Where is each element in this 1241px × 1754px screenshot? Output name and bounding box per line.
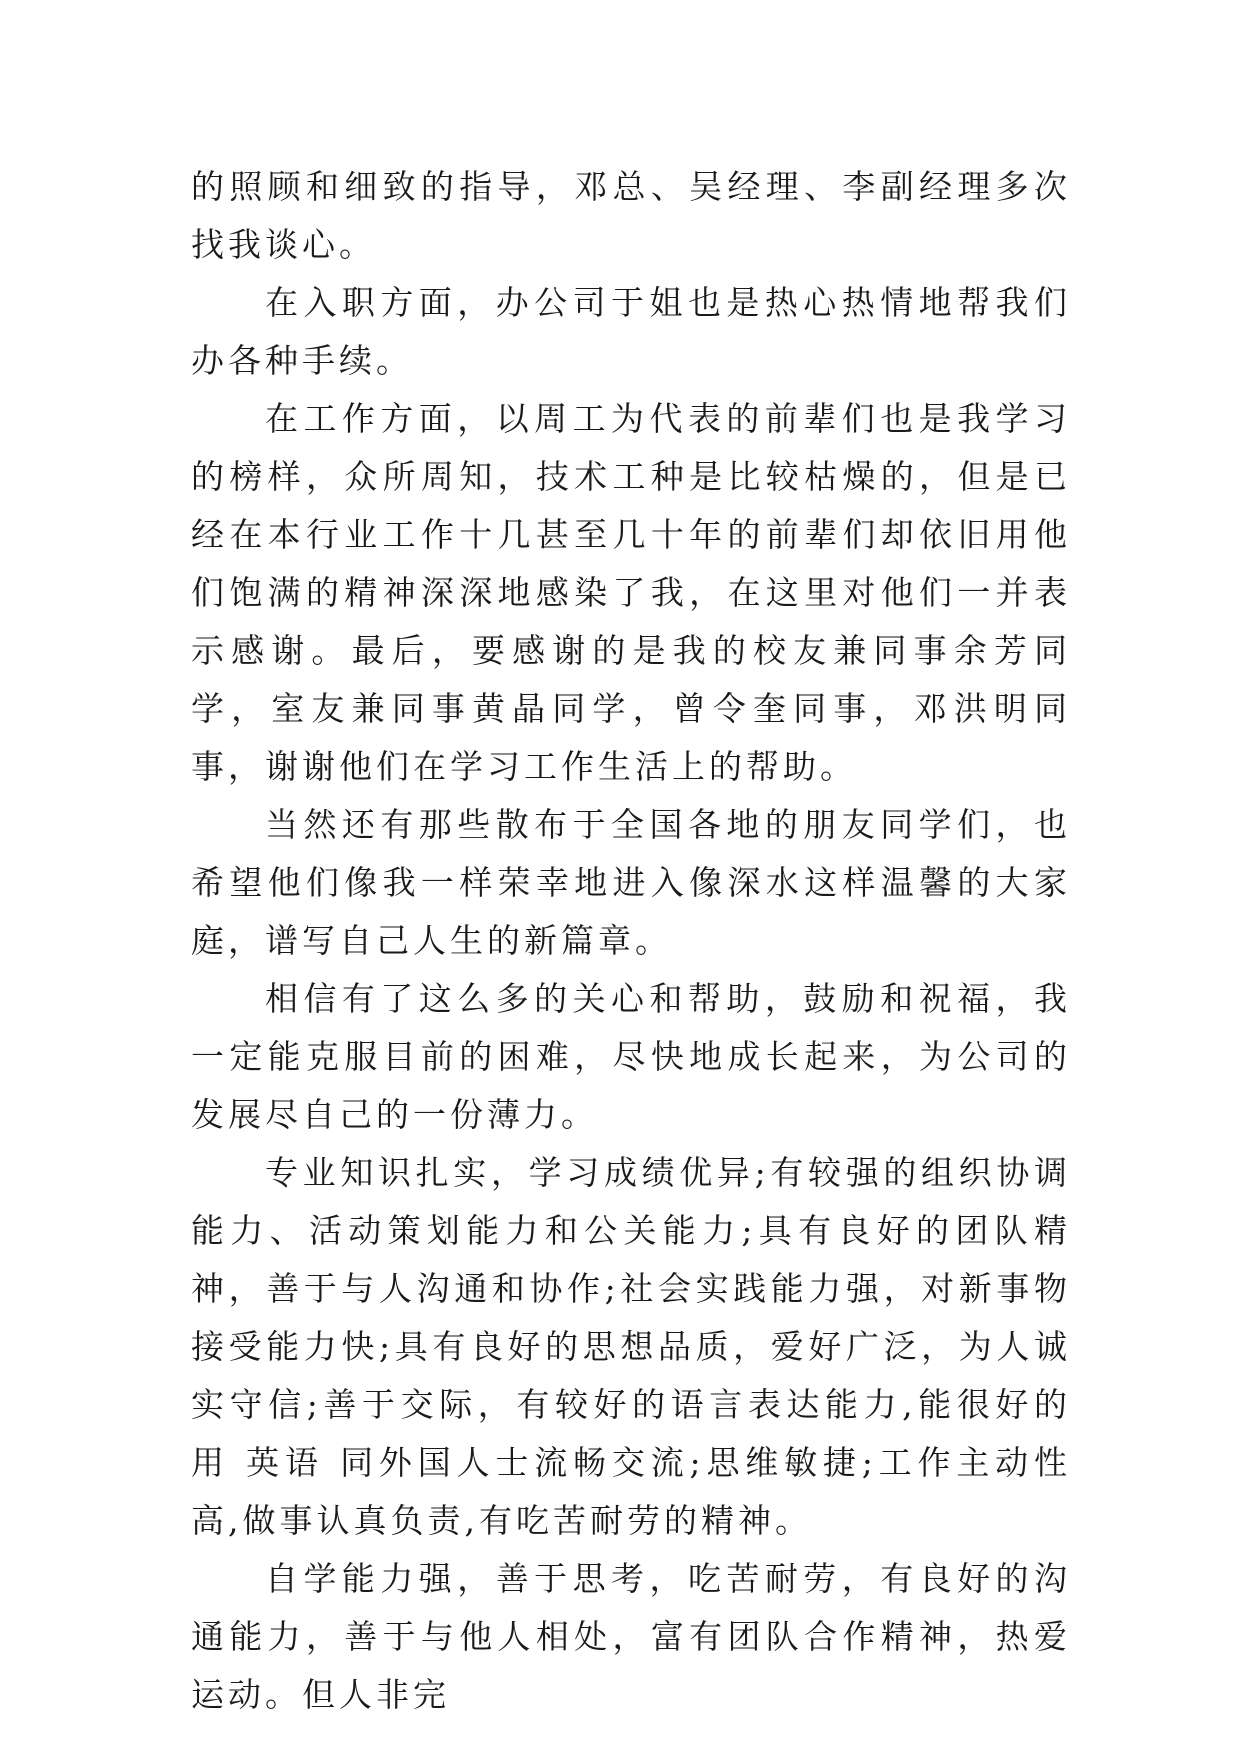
paragraph-7: 自学能力强，善于思考，吃苦耐劳，有良好的沟通能力，善于与他人相处，富有团队合作精神，热爱运动。但人非完 — [191, 1559, 1071, 1714]
paragraph-4: 当然还有那些散布于全国各地的朋友同学们，也希望他们像我一样荣幸地进入像深水这样温馨的大家庭，谱写自己人生的新篇章。 — [191, 805, 1071, 960]
paragraph-1: 的照顾和细致的指导，邓总、吴经理、李副经理多次找我谈心。 — [191, 167, 1071, 264]
document-body — [191, 158, 1071, 1724]
paragraph-3: 在工作方面，以周工为代表的前辈们也是我学习的榜样，众所周知，技术工种是比较枯燥的，但是已经在本行业工作十几甚至几十年的前辈们却依旧用他们饱满的精神深深地感染了我，在这里对他们一并表示感谢。最后，要感谢的是我的校友兼同事余芳同学，室友兼同事黄晶同学，曾令奎同事，邓洪明同事，谢谢他们在学习工作生活上的帮助。 — [191, 399, 1071, 786]
paragraph-2: 在入职方面，办公司于姐也是热心热情地帮我们办各种手续。 — [191, 283, 1071, 380]
paragraph-5: 相信有了这么多的关心和帮助，鼓励和祝福，我一定能克服目前的困难，尽快地成长起来，为公司的发展尽自己的一份薄力。 — [191, 979, 1071, 1134]
paragraph-6: 专业知识扎实，学习成绩优异;有较强的组织协调能力、活动策划能力和公关能力;具有良好的团队精神，善于与人沟通和协作;社会实践能力强，对新事物接受能力快;具有良好的思想品质，爱好广泛，为人诚实守信;善于交际，有较好的语言表达能力,能很好的用 英语 同外国人士流畅交流;思维敏捷;工作主动性高,做事认真负责,有吃苦耐劳的精神。 — [191, 1153, 1071, 1540]
